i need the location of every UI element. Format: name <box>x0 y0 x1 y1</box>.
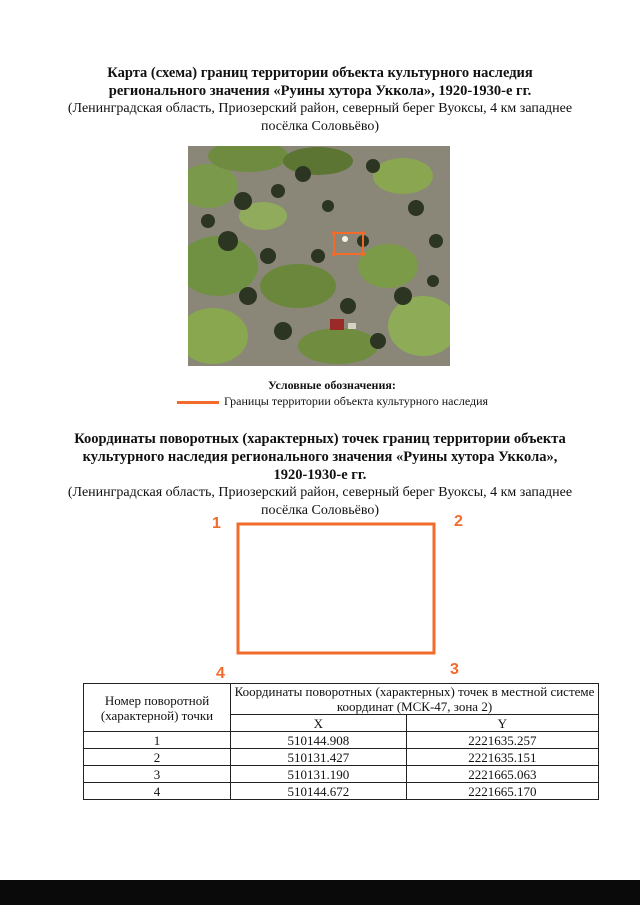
coord-y: 2221665.063 <box>406 766 598 783</box>
point-number: 1 <box>84 732 231 749</box>
table-row <box>84 783 599 800</box>
coordinates-table <box>83 683 599 800</box>
coord-x: 510131.190 <box>231 766 407 783</box>
point-label-4: 4 <box>216 665 225 682</box>
point-label-1: 1 <box>212 515 221 532</box>
table-row <box>84 766 599 783</box>
legend-item: Границы территории объекта культурного наследия <box>224 394 489 408</box>
point-number: 4 <box>84 783 231 800</box>
col-header-x: X <box>231 715 407 732</box>
point-number: 3 <box>84 766 231 783</box>
map-subtitle-line1: (Ленинградская область, Приозерский район, северный берег Вуоксы, 4 км западнее <box>67 101 573 116</box>
point-number: 2 <box>84 749 231 766</box>
table-row <box>84 732 599 749</box>
boundary-scheme <box>200 512 490 684</box>
coord-x: 510144.908 <box>231 732 407 749</box>
coord-y: 2221665.170 <box>406 783 598 800</box>
map-subtitle-line2: посёлка Соловьёво) <box>260 119 380 134</box>
boundary-rectangle <box>238 524 434 653</box>
col-header-coords: Координаты поворотных (характерных) точек в местной системе координат (МСК-47, зона 2) <box>231 684 599 715</box>
point-label-3: 3 <box>450 661 459 678</box>
coord-x: 510131.427 <box>231 749 407 766</box>
legend-title: Условные обозначения: <box>268 378 396 392</box>
scan-edge <box>0 880 640 905</box>
col-header-point: Номер поворотной (характерной) точки <box>84 684 231 732</box>
building-roof <box>330 319 344 330</box>
aerial-map <box>188 146 450 366</box>
coords-title-line1: Координаты поворотных (характерных) точек границ территории объекта <box>74 431 566 447</box>
map-title-line2: регионального значения «Руины хутора Уккола», 1920-1930-е гг. <box>108 83 532 99</box>
coords-title-line3: 1920-1930-е гг. <box>273 467 367 483</box>
coord-y: 2221635.257 <box>406 732 598 749</box>
table-row <box>84 749 599 766</box>
coord-y: 2221635.151 <box>406 749 598 766</box>
map-title-line1: Карта (схема) границ территории объекта культурного наследия <box>107 65 533 81</box>
col-header-y: Y <box>406 715 598 732</box>
coord-x: 510144.672 <box>231 783 407 800</box>
coords-title-line2: культурного наследия регионального значения «Руины хутора Уккола», <box>82 449 558 465</box>
coords-subtitle-line1: (Ленинградская область, Приозерский район, северный берег Вуоксы, 4 км западнее <box>67 485 573 500</box>
coords-subtitle-line2: посёлка Соловьёво) <box>260 503 380 518</box>
legend-line-sample <box>177 401 219 404</box>
point-label-2: 2 <box>454 513 463 530</box>
